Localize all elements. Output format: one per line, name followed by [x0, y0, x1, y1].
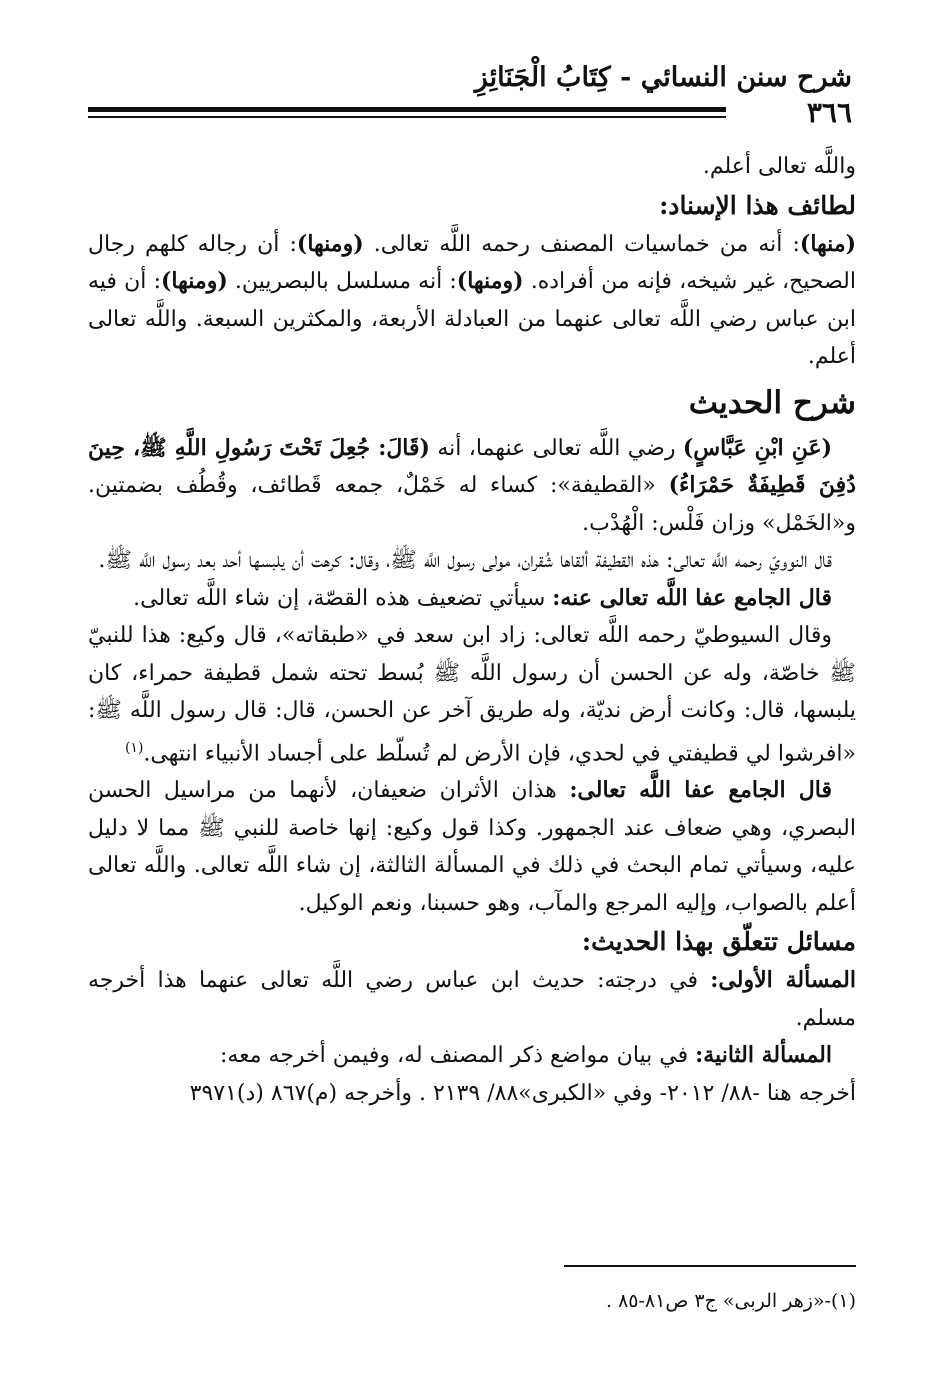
- text-run: وقال السيوطيّ رحمه اللَّه تعالى: زاد ابن سعد في «طبقاته»، قال وكيع: هذا للنبيّ ﷺ خاصّة، وله عن الحسن أن رسول اللَّه ﷺ بُسط تحته شمل قطيفة حمراء، كان يلبسها، قال: وكانت أرض نديّة، وله طريق آخر عن الحسن، قال: قال رسول اللَّه ﷺ: «افرشوا لي قطيفتي في لحدي، فإن الأرض لم تُسلّط على أجساد الأنبياء انتهى.: [88, 623, 856, 766]
- bold-text: (عَنِ ابْنِ عَبَّاسٍ): [682, 434, 833, 461]
- paragraph: [88, 430, 856, 543]
- text-run: : أن رجاله كلهم رجال الصحيح، غير شيخه، فإنه من أفراده.: [88, 231, 856, 294]
- bold-text: قال الجامع عفا اللَّه تعالى عنه:: [552, 584, 832, 611]
- page-number: ٣٦٦: [797, 96, 852, 129]
- bold-text: المسألة الثانية:: [695, 1042, 832, 1069]
- paragraph: [88, 148, 856, 186]
- footnote: (١)-«زهر الربى» ج٣ ص٨١-٨٥ .: [605, 1290, 856, 1312]
- text-run: في بيان مواضع ذكر المصنف له، وفيمن أخرجه معه:: [219, 1043, 696, 1069]
- bold-text: (قَالَ: جُعِلَ تَحْتَ رَسُولِ اللَّهِ ﷺ، حِينَ دُفِنَ قَطِيفَةٌ حَمْرَاءُ): [88, 434, 856, 498]
- section-heading: [88, 186, 856, 226]
- text-run: أخرجه هنا -٨٨/ ٢٠١٢- وفي «الكبرى»٨٨/ ٢١٣٩ . وأخرجه (م)٨٦٧ (د)٣٩٧١: [189, 1080, 856, 1106]
- bold-text: (ومنها): [161, 268, 228, 294]
- text-run: : أن فيه ابن عباس رضي اللَّه تعالى عنهما من العبادلة الأربعة، والمكثرين السبعة. واللَّه تعالى أعلم.: [88, 269, 856, 369]
- bold-text: (منها): [799, 230, 857, 257]
- bold-text: (ومنها): [296, 230, 364, 257]
- paragraph: [88, 1075, 856, 1113]
- bold-text: قال الجامع عفا اللَّه تعالى:: [569, 777, 832, 804]
- bold-text: المسألة الأولى:: [710, 967, 856, 994]
- running-title: شرح سنن النسائي - كِتَابُ الْجَنَائِزِ: [474, 62, 852, 93]
- text-run: شرح الحديث: [688, 384, 856, 421]
- paragraph: [88, 1037, 856, 1075]
- text-run: «القطيفة»: كساء له خَمْلٌ، جمعه قَطائف، وقُطُف بضمتين. و«الخَمْل» وزان فَلْس: الْهُدْب.: [88, 473, 856, 536]
- bold-text: (ومنها): [456, 268, 524, 294]
- text-run: سيأتي تضعيف هذه القصّة، إن شاء اللَّه تعالى.: [133, 585, 553, 611]
- text-run: مسائل تتعلّق بهذا الحديث:: [581, 927, 856, 957]
- centered-heading: [88, 376, 856, 430]
- paragraph: [88, 772, 856, 922]
- paragraph: [88, 617, 856, 772]
- footnote-rule: [564, 1265, 856, 1267]
- text-run: لطائف هذا الإسناد:: [659, 190, 856, 220]
- paragraph: [88, 226, 856, 376]
- text-run: في درجته: حديث ابن عباس رضي اللَّه تعالى عنهما هذا أخرجه مسلم.: [88, 968, 856, 1031]
- paragraph: [88, 962, 856, 1037]
- text-run: رضي اللَّه تعالى عنهما، أنه: [429, 435, 683, 461]
- text-run: : أنه من خماسيات المصنف رحمه اللَّه تعالى.: [363, 231, 800, 257]
- footnote-reference: (١): [124, 739, 144, 756]
- paragraph: [88, 580, 856, 618]
- text-run: قال النوويّ رحمه اللَّه تعالى: هذه القطيفة ألقاها شُقران، مولى رسول اللَّه ﷺ، وقال: كرهت أن يلبسها أحد بعد رسول اللَّه ﷺ.: [98, 548, 832, 573]
- page-body: [88, 148, 856, 1112]
- section-heading: [88, 922, 856, 962]
- text-run: واللَّه تعالى أعلم.: [702, 154, 856, 179]
- book-page: [88, 0, 856, 1375]
- paragraph: [88, 542, 856, 580]
- text-run: هذان الأثران ضعيفان، لأنهما من مراسيل الحسن البصري، وهي ضعاف عند الجمهور. وكذا قول وكيع: إنها خاصة للنبي ﷺ مما لا دليل عليه، وسيأتي تمام البحث في ذلك في المسألة الثالثة، إن شاء اللَّه تعالى. واللَّه تعالى أعلم بالصواب، وإليه المرجع والمآب، وهو حسبنا، ونعم الوكيل.: [88, 778, 856, 916]
- text-run: : أنه مسلسل بالبصريين.: [227, 269, 457, 294]
